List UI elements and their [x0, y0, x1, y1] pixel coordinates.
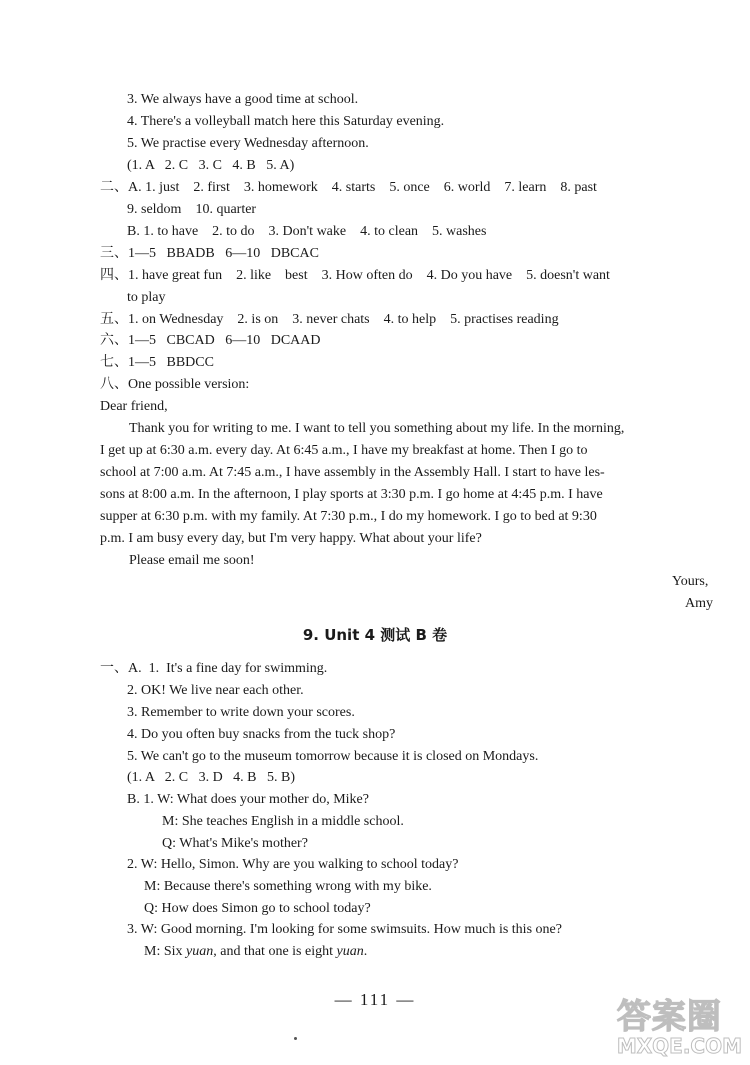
dialogue-text: M: Six — [144, 944, 187, 959]
letter-body-line: Thank you for writing to me. I want to tell you something about my life. In the morning, — [129, 421, 625, 436]
watermark — [616, 997, 742, 1058]
letter-greeting: Dear friend, — [100, 399, 168, 414]
page-number: — 111 — — [334, 990, 416, 1009]
dialogue-line: 2. W: Hello, Simon. Why are you walking to school today? — [127, 857, 459, 872]
answer-line: 5. We practise every Wednesday afternoon. — [127, 136, 369, 151]
letter-body-line: I get up at 6:30 a.m. every day. At 6:45 a.m., I have my breakfast at home. Then I go to — [100, 443, 588, 458]
dialogue-line: Q: What's Mike's mother? — [162, 836, 308, 851]
answer-line: B. 1. to have 2. to do 3. Don't wake 4. to clean 5. washes — [127, 224, 487, 239]
answer-line: 4. Do you often buy snacks from the tuck shop? — [127, 727, 396, 742]
section-heading: 9. Unit 4 测试 B 卷 — [302, 626, 448, 644]
answer-line: 4. There's a volleyball match here this Saturday evening. — [127, 114, 445, 129]
answer-line: 一、A. 1. It's a fine day for swimming. — [100, 661, 328, 676]
answer-line: 五、1. on Wednesday 2. is on 3. never chats 4. to help 5. practises reading — [100, 312, 559, 327]
letter-body-line: supper at 6:30 p.m. with my family. At 7:30 p.m., I do my homework. I go to bed at 9:30 — [100, 509, 597, 524]
answer-line: to play — [127, 290, 166, 305]
answer-line: 七、1—5 BBDCC — [100, 355, 214, 370]
dialogue-line — [144, 943, 367, 961]
letter-body-line: Please email me soon! — [129, 553, 255, 568]
letter-body-line: sons at 8:00 a.m. In the afternoon, I play sports at 3:30 p.m. I go home at 4:45 p.m. I have — [100, 487, 603, 502]
dialogue-text-italic: yuan — [186, 944, 214, 959]
answer-line: 二、A. 1. just 2. first 3. homework 4. starts 5. once 6. world 7. learn 8. past — [100, 180, 597, 195]
letter-body-line: school at 7:00 a.m. At 7:45 a.m., I have assembly in the Assembly Hall. I start to have les- — [100, 465, 605, 480]
dialogue-line: B. 1. W: What does your mother do, Mike? — [127, 792, 369, 807]
letter-closing: Yours, — [672, 574, 709, 589]
letter-signature: Amy — [685, 596, 713, 611]
answer-line: (1. A 2. C 3. D 4. B 5. B) — [127, 770, 296, 785]
answer-line: (1. A 2. C 3. C 4. B 5. A) — [127, 158, 295, 173]
dialogue-line: M: Because there's something wrong with my bike. — [144, 879, 432, 894]
answer-line: 2. OK! We live near each other. — [127, 683, 304, 698]
dialogue-text: , and that one is eight — [213, 944, 337, 959]
answer-line: 八、One possible version: — [100, 377, 250, 392]
answer-line: 5. We can't go to the museum tomorrow because it is closed on Mondays. — [127, 749, 539, 764]
dialogue-line: 3. W: Good morning. I'm looking for some swimsuits. How much is this one? — [127, 922, 562, 937]
stray-dot — [294, 1037, 297, 1040]
answer-line: 三、1—5 BBADB 6—10 DBCAC — [100, 246, 319, 261]
dialogue-line: Q: How does Simon go to school today? — [144, 901, 371, 916]
answer-line: 3. Remember to write down your scores. — [127, 705, 355, 720]
dialogue-line: M: She teaches English in a middle school. — [162, 814, 404, 829]
dialogue-text-italic: yuan — [336, 944, 364, 959]
watermark-logo: 答案圈 — [616, 997, 722, 1037]
watermark-url: MXQE.COM — [616, 1034, 742, 1058]
answer-line: 六、1—5 CBCAD 6—10 DCAAD — [100, 333, 321, 348]
answer-line: 3. We always have a good time at school. — [127, 92, 359, 107]
answer-line: 四、1. have great fun 2. like best 3. How often do 4. Do you have 5. doesn't want — [100, 268, 610, 283]
dialogue-text: . — [363, 944, 368, 959]
answer-line: 9. seldom 10. quarter — [127, 202, 257, 217]
letter-body-line: p.m. I am busy every day, but I'm very happy. What about your life? — [100, 531, 482, 546]
